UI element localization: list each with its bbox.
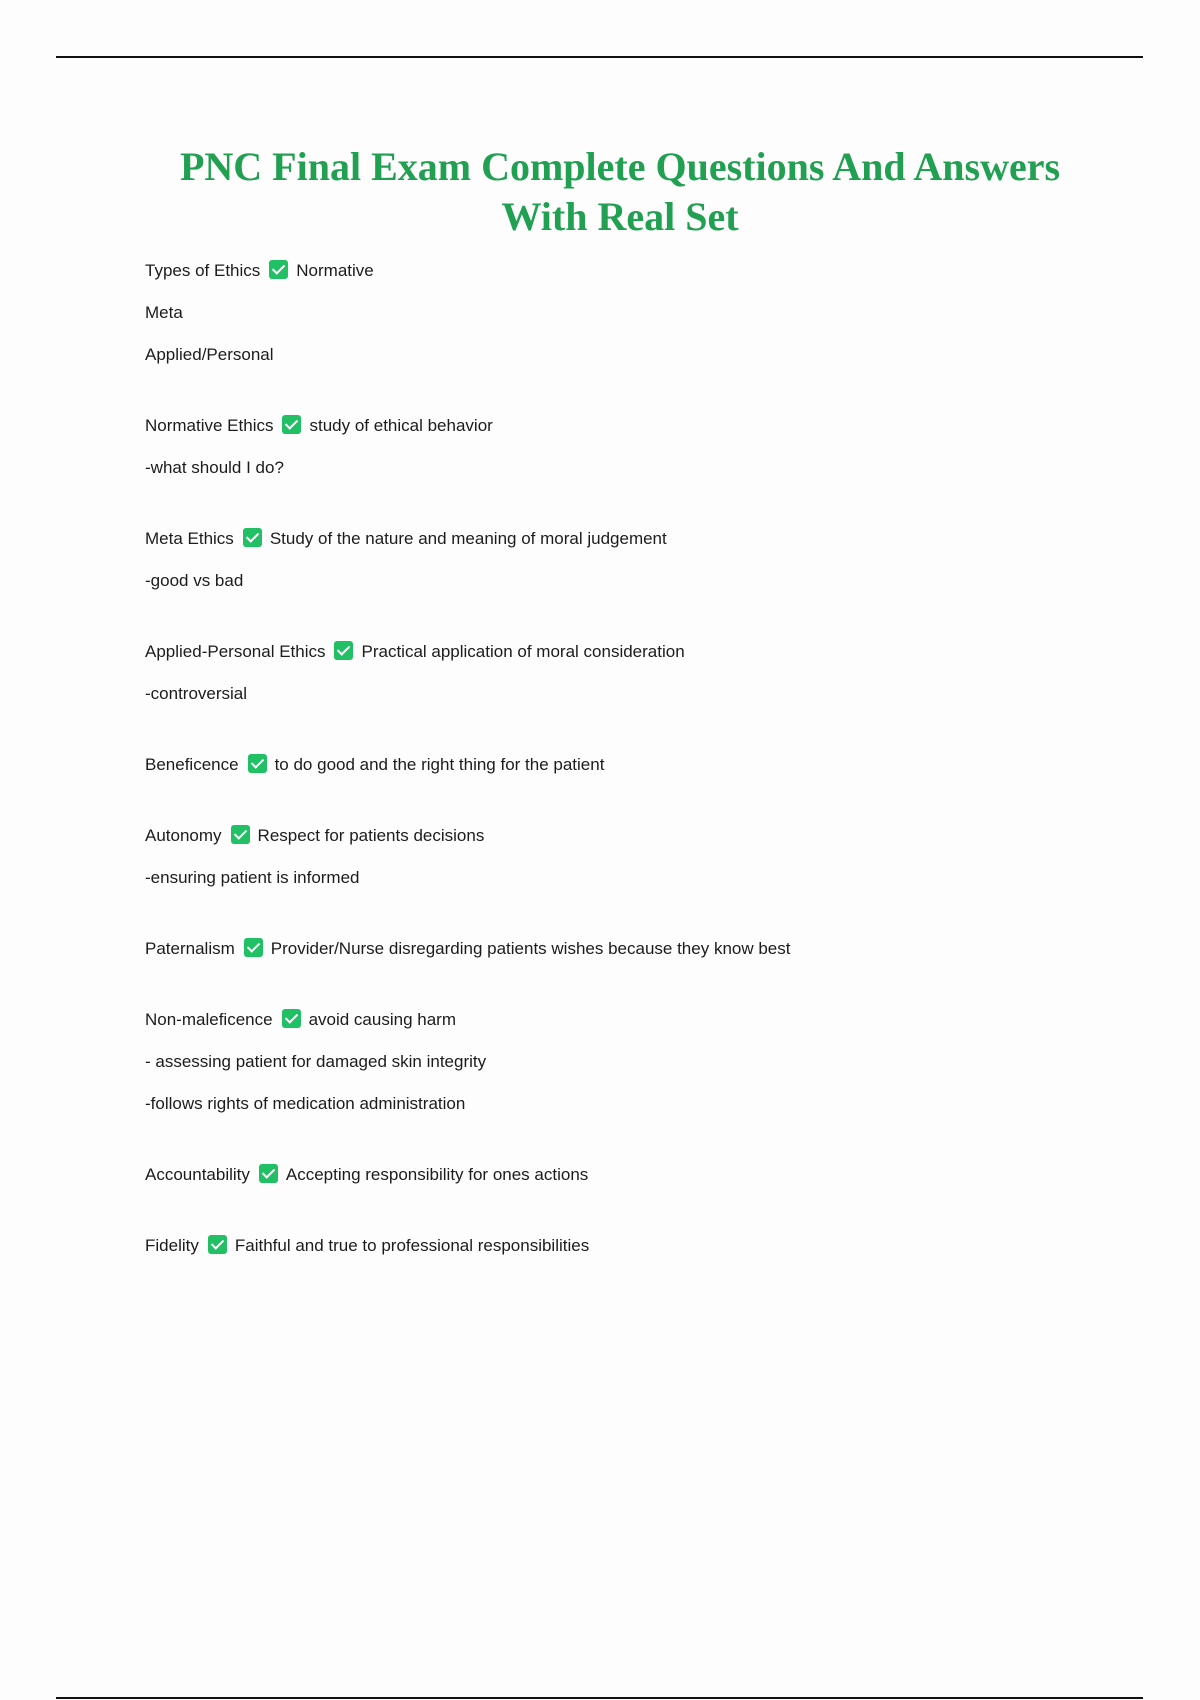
qa-item — [145, 936, 1105, 962]
qa-answer: Respect for patients decisions — [257, 826, 485, 845]
qa-detail: Meta — [145, 303, 183, 322]
qa-answer: Practical application of moral consideration — [361, 642, 685, 661]
qa-term: Types of Ethics — [145, 261, 261, 280]
qa-answer: Study of the nature and meaning of moral judgement — [269, 529, 667, 548]
question-answer-list — [145, 258, 1105, 1259]
qa-term: Normative Ethics — [145, 416, 274, 435]
qa-line — [145, 936, 1105, 962]
qa-answer: avoid causing harm — [308, 1010, 456, 1029]
qa-line — [145, 413, 1105, 439]
qa-answer: study of ethical behavior — [309, 416, 493, 435]
check-mark-icon — [248, 754, 267, 773]
qa-detail: -good vs bad — [145, 571, 244, 590]
qa-term: Meta Ethics — [145, 529, 234, 548]
qa-term: Non-maleficence — [145, 1010, 273, 1029]
check-mark-icon — [269, 260, 288, 279]
qa-item — [145, 1162, 1105, 1188]
footer-rule — [56, 1697, 1143, 1699]
check-mark-icon — [208, 1235, 227, 1254]
qa-detail: - assessing patient for damaged skin integrity — [145, 1052, 487, 1071]
qa-line — [145, 258, 1105, 284]
qa-item — [145, 526, 1105, 594]
qa-answer: to do good and the right thing for the patient — [274, 755, 605, 774]
check-mark-icon — [282, 415, 301, 434]
qa-item — [145, 1233, 1105, 1259]
check-mark-icon — [334, 641, 353, 660]
check-mark-icon — [243, 528, 262, 547]
qa-line — [145, 639, 1105, 665]
qa-detail: -follows rights of medication administration — [145, 1094, 466, 1113]
qa-answer: Normative — [296, 261, 374, 280]
qa-line — [145, 752, 1105, 778]
check-mark-icon — [244, 938, 263, 957]
check-mark-icon — [282, 1009, 301, 1028]
check-mark-icon — [231, 825, 250, 844]
qa-term: Accountability — [145, 1165, 250, 1184]
qa-item — [145, 258, 1105, 368]
qa-term: Fidelity — [145, 1236, 199, 1255]
qa-line — [145, 1162, 1105, 1188]
qa-line — [145, 526, 1105, 552]
qa-detail: Applied/Personal — [145, 345, 274, 364]
qa-detail: -ensuring patient is informed — [145, 868, 360, 887]
qa-line — [145, 823, 1105, 849]
qa-term: Beneficence — [145, 755, 239, 774]
qa-answer: Provider/Nurse disregarding patients wishes because they know best — [270, 939, 791, 958]
header-rule — [56, 56, 1143, 58]
qa-detail: -what should I do? — [145, 458, 284, 477]
document-title: PNC Final Exam Complete Questions And Answers With Real Set — [179, 144, 1061, 239]
qa-item — [145, 639, 1105, 707]
qa-answer: Faithful and true to professional responsibilities — [234, 1236, 590, 1255]
qa-term: Paternalism — [145, 939, 235, 958]
qa-line — [145, 1233, 1105, 1259]
qa-item — [145, 413, 1105, 481]
qa-item — [145, 1007, 1105, 1117]
qa-answer: Accepting responsibility for ones actions — [285, 1165, 589, 1184]
qa-line — [145, 1007, 1105, 1033]
qa-term: Applied-Personal Ethics — [145, 642, 326, 661]
qa-item — [145, 823, 1105, 891]
check-mark-icon — [259, 1164, 278, 1183]
qa-term: Autonomy — [145, 826, 222, 845]
qa-item — [145, 752, 1105, 778]
qa-detail: -controversial — [145, 684, 248, 703]
